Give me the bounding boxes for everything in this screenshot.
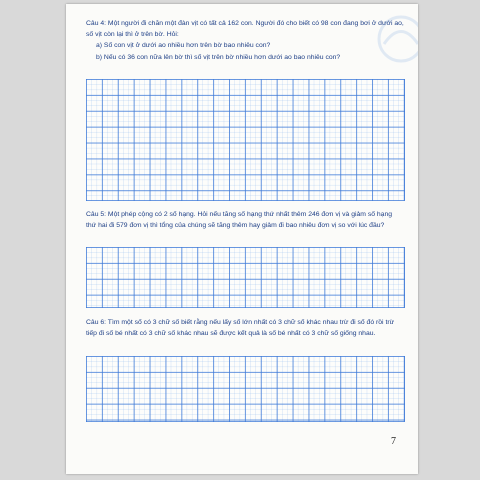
question-4 [86, 18, 404, 63]
question-6 [86, 317, 404, 339]
question-4-part-b: b) Nếu có 36 con nữa lên bờ thì số vịt trên bờ nhiều hơn dưới ao bao nhiêu con? [96, 53, 341, 61]
page-number: 7 [391, 436, 396, 447]
question-6-text: Câu 6: Tìm một số có 3 chữ số biết rằng nếu lấy số lớn nhất có 3 chữ số khác nhau trừ đi số đó rồi trừ tiếp đi số bé nhất có 3 chữ số khác nhau sẽ được kết quả là số bé nhất có 3 chữ số giống nhau. [86, 319, 395, 338]
question-5-text: Câu 5: Một phép cộng có 2 số hạng. Hỏi nếu tăng số hạng thứ nhất thêm 246 đơn vị và giảm số hạng thứ hai đi 579 đơn vị thì tổng của chúng sẽ tăng thêm hay giảm đi bao nhiêu đơn vị so với lúc đầu? [86, 211, 393, 230]
answer-grid-question-4[interactable] [86, 79, 405, 201]
answer-grid-question-5[interactable] [86, 247, 405, 308]
answer-grid-question-6[interactable] [86, 356, 405, 422]
question-4-text: Câu 4: Một người đi chăn một đàn vịt có tất cả 162 con. Người đó cho biết có 98 con đang bơi ở dưới ao, số vịt còn lại thì ở trên bờ. Hỏi: [86, 20, 404, 39]
worksheet-page [66, 4, 418, 474]
question-5 [86, 209, 404, 231]
question-4-part-a: a) Số con vịt ở dưới ao nhiều hơn trên bờ bao nhiêu con? [96, 42, 271, 50]
